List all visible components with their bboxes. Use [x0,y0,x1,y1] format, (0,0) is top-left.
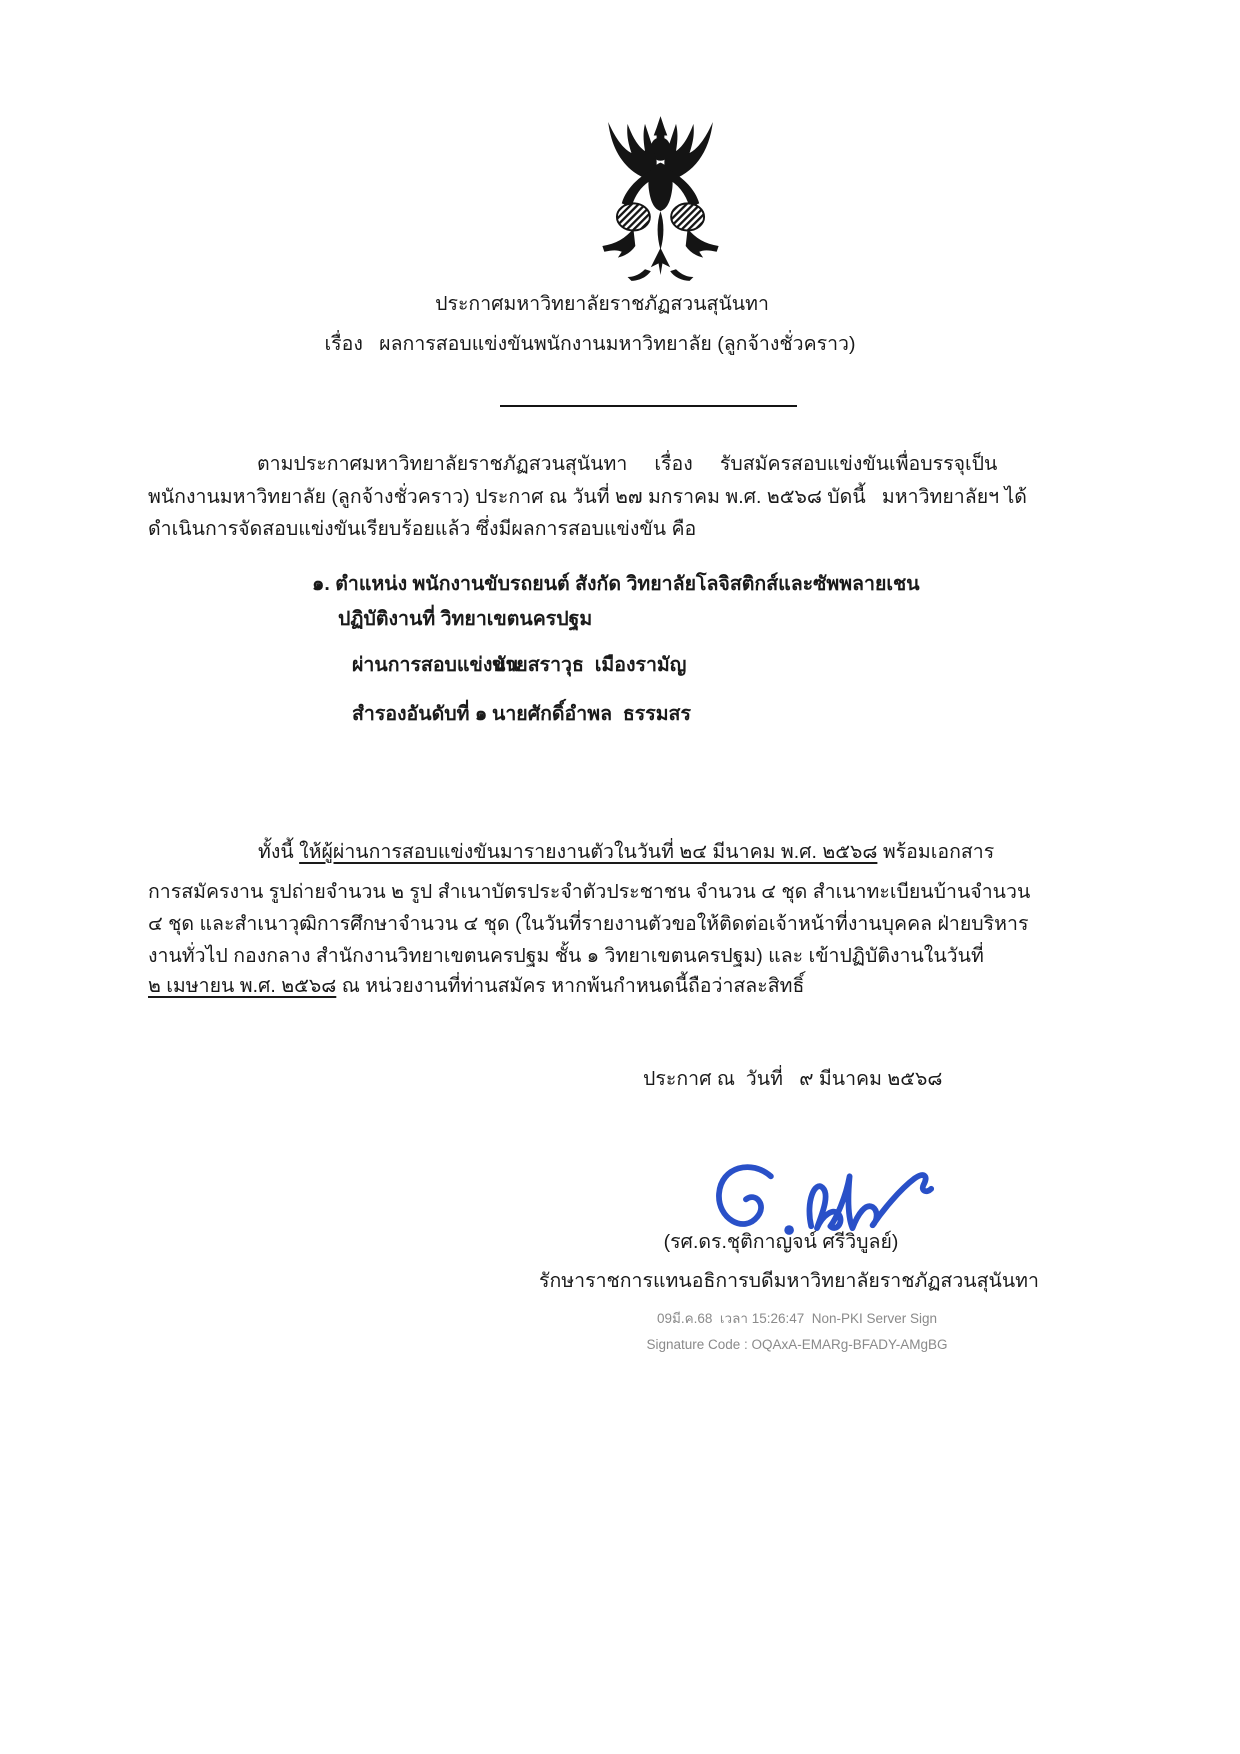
passed-name: นายสราวุธ เมืองรามัญ [492,654,687,676]
reserve-name: นายศักดิ์อำพล ธรรมสร [492,703,691,725]
instruction-line-1-pre: ทั้งนี้ [258,841,300,863]
signature-ink-icon [678,1136,936,1285]
garuda-emblem-icon [565,95,738,308]
digital-signature-line-1: 09มี.ค.68 เวลา 15:26:47 Non-PKI Server Sign [656,1311,938,1326]
signer-name: (รศ.ดร.ชุติกาญจน์ ศรีวิบูลย์) [663,1231,899,1253]
instruction-line-5-post: ณ หน่วยงานที่ท่านสมัคร หากพ้นกำหนดนี้ถือว่าสละสิทธิ์ [336,975,805,997]
instruction-line-1-underlined: ให้ผู้ผ่านการสอบแข่งขันมารายงานตัวในวันที่ ๒๔ มีนาคม พ.ศ. ๒๕๖๘ [299,841,878,863]
position-heading: ๑. ตำแหน่ง พนักงานขับรถยนต์ สังกัด วิทยาลัยโลจิสติกส์และซัพพลายเชน [312,573,920,595]
announcement-title: ประกาศมหาวิทยาลัยราชภัฏสวนสุนันทา [435,293,769,315]
instruction-line-5 [148,970,804,1003]
divider-line [500,405,797,407]
digital-signature-line-2: Signature Code : OQAxA-EMARg-BFADY-AMgBG [646,1337,948,1352]
passed-label: ผ่านการสอบแข่งขัน [352,654,520,676]
intro-line-3: ดำเนินการจัดสอบแข่งขันเรียบร้อยแล้ว ซึ่งมีผลการสอบแข่งขัน คือ [148,518,697,540]
instruction-line-1-post: พร้อมเอกสาร [877,841,995,863]
issued-date-line: ประกาศ ณ วันที่ ๙ มีนาคม ๒๕๖๘ [643,1068,943,1090]
instruction-line-5-underlined: ๒ เมษายน พ.ศ. ๒๕๖๘ [148,975,337,997]
instruction-line-3: ๔ ชุด และสำเนาวุฒิการศึกษาจำนวน ๔ ชุด (ในวันที่รายงานตัวขอให้ติดต่อเจ้าหน้าที่งานบุคคล ฝ่ายบริหาร [148,913,1029,935]
signer-position: รักษาราชการแทนอธิการบดีมหาวิทยาลัยราชภัฏสวนสุนันทา [539,1270,1039,1292]
intro-line-1: ตามประกาศมหาวิทยาลัยราชภัฏสวนสุนันทา เรื่อง รับสมัครสอบแข่งขันเพื่อบรรจุเป็น [257,453,998,475]
intro-line-2: พนักงานมหาวิทยาลัย (ลูกจ้างชั่วคราว) ประกาศ ณ วันที่ ๒๗ มกราคม พ.ศ. ๒๕๖๘ บัดนี้ มหาวิทยาลัยฯ ได้ [148,486,1027,508]
instruction-line-4: งานทั่วไป กองกลาง สำนักงานวิทยาเขตนครปฐม ชั้น ๑ วิทยาเขตนครปฐม) และ เข้าปฏิบัติงานในวันที่ [148,945,984,967]
announcement-subject: เรื่อง ผลการสอบแข่งขันพนักงานมหาวิทยาลัย (ลูกจ้างชั่วคราว) [324,333,856,355]
instruction-line-1 [258,836,994,869]
position-location: ปฏิบัติงานที่ วิทยาเขตนครปฐม [338,608,593,630]
reserve-label: สำรองอันดับที่ ๑ [352,703,488,725]
instruction-line-2: การสมัครงาน รูปถ่ายจำนวน ๒ รูป สำเนาบัตรประจำตัวประชาชน จำนวน ๔ ชุด สำเนาทะเบียนบ้านจำนวน [148,881,1031,903]
